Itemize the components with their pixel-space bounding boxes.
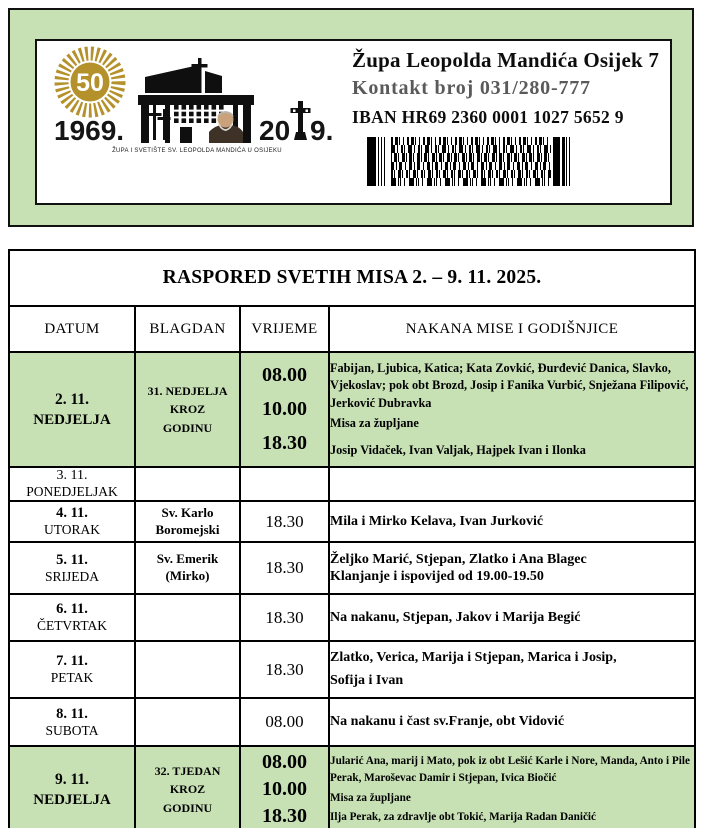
feast-cell — [135, 467, 240, 501]
time-cell: 18.30 — [240, 594, 329, 641]
schedule-row-9-11 — [9, 746, 695, 828]
intention-cell: Mila i Mirko Kelava, Ivan Jurković — [329, 501, 695, 542]
anniversary-logo — [41, 45, 353, 161]
header-banner — [8, 8, 694, 227]
time-cell: 18.30 — [240, 641, 329, 698]
intention-cell: Zlatko, Verica, Marija i Stjepan, Marica i Josip, Sofija i Ivan — [329, 641, 695, 698]
time-cell — [240, 467, 329, 501]
column-header-row — [9, 306, 695, 352]
time-cell: 08.00 10.00 18.30 — [240, 352, 329, 467]
intention-cell: Fabijan, Ljubica, Katica; Kata Zovkić, Đurđević Danica, Slavko, Vjekoslav; pok obt Brozd, Josip i Fanika Vurbić, Snježana Filipović, Jerković Dubravka Misa za župljane Josip Vidaček, Ivan Valjak, Hajpek Ivan i Ilonka — [329, 352, 695, 467]
year-end-suffix: 9. — [310, 115, 334, 146]
pdf417-barcode — [367, 137, 572, 186]
anniversary-number: 50 — [76, 69, 104, 97]
schedule-row-3-11 — [9, 467, 695, 501]
column-header-vrijeme: VRIJEME — [240, 306, 329, 352]
column-header-nakana: NAKANA MISE I GODIŠNJICE — [329, 306, 695, 352]
sunburst-50-icon — [62, 54, 118, 110]
feast-cell: Sv. Karlo Boromejski — [135, 501, 240, 542]
table-title: RASPORED SVETIH MISA 2. – 9. 11. 2025. — [9, 250, 695, 306]
feast-cell: 32. TJEDAN KROZ GODINU — [135, 746, 240, 828]
date-cell: 2. 11. NEDJELJA — [9, 352, 135, 467]
contact-number: Kontakt broj 031/280-777 — [352, 77, 591, 99]
feast-cell — [135, 698, 240, 746]
feast-cell — [135, 594, 240, 641]
date-cell: 8. 11. SUBOTA — [9, 698, 135, 746]
time-cell: 18.30 — [240, 501, 329, 542]
schedule-row-2-11 — [9, 352, 695, 467]
date-cell: 9. 11. NEDJELJA — [9, 746, 135, 828]
date-cell: 5. 11. SRIJEDA — [9, 542, 135, 594]
iban-number: IBAN HR69 2360 0001 1027 5652 9 — [352, 107, 624, 127]
time-cell: 08.00 10.00 18.30 — [240, 746, 329, 828]
intention-cell: Na nakanu, Stjepan, Jakov i Marija Begić — [329, 594, 695, 641]
header-card — [35, 39, 672, 205]
feast-cell: Sv. Emerik (Mirko) — [135, 542, 240, 594]
schedule-row-5-11 — [9, 542, 695, 594]
schedule-row-4-11 — [9, 501, 695, 542]
cross-monument-icon — [291, 101, 311, 140]
date-cell: 3. 11. PONEDJELJAK — [9, 467, 135, 501]
mass-schedule-table — [8, 249, 696, 828]
parish-name: Župa Leopolda Mandića Osijek 7 — [352, 48, 660, 72]
year-end-prefix: 20 — [259, 115, 291, 146]
year-start: 1969. — [54, 115, 125, 146]
date-cell: 4. 11. UTORAK — [9, 501, 135, 542]
time-cell: 08.00 — [240, 698, 329, 746]
date-cell: 6. 11. ČETVRTAK — [9, 594, 135, 641]
parish-info-block — [352, 48, 670, 128]
column-header-datum: DATUM — [9, 306, 135, 352]
logo-caption: ŽUPA I SVETIŠTE SV. LEOPOLDA MANDIĆA U OSIJEKU — [112, 148, 282, 154]
time-cell: 18.30 — [240, 542, 329, 594]
feast-cell — [135, 641, 240, 698]
intention-cell: Jularić Ana, marij i Mato, pok iz obt Lešić Karle i Nore, Manda, Anto i Pile Perak, Maroševac Damir i Stjepan, Ivica Biočić Misa za župljane Ilja Perak, za zdravlje obt Tokić, Marija Radan Daničić — [329, 746, 695, 828]
schedule-row-7-11 — [9, 641, 695, 698]
column-header-blagdan: BLAGDAN — [135, 306, 240, 352]
date-cell: 7. 11. PETAK — [9, 641, 135, 698]
intention-cell: Željko Marić, Stjepan, Zlatko i Ana Blagec Klanjanje i ispovijed od 19.00-19.50 — [329, 542, 695, 594]
schedule-row-8-11 — [9, 698, 695, 746]
feast-cell: 31. NEDJELJA KROZ GODINU — [135, 352, 240, 467]
schedule-row-6-11 — [9, 594, 695, 641]
intention-cell: Na nakanu i čast sv.Franje, obt Vidović — [329, 698, 695, 746]
intention-cell — [329, 467, 695, 501]
window-grid — [174, 105, 224, 123]
